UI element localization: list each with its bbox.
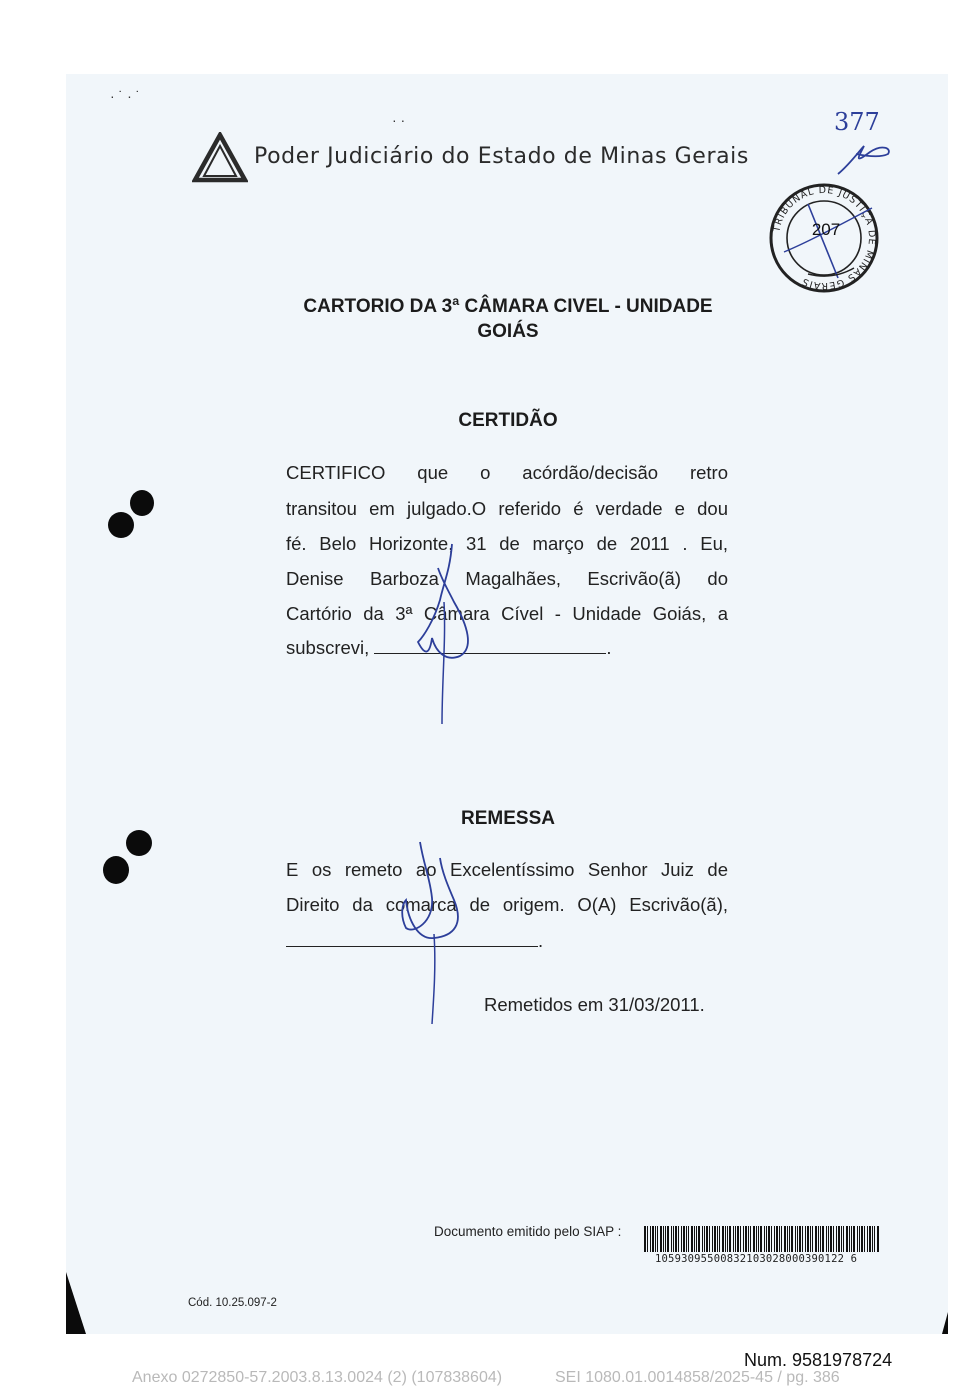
barcode-bar — [826, 1226, 827, 1252]
scan-shadow — [66, 1272, 88, 1334]
barcode-bar — [874, 1226, 875, 1252]
barcode-bar — [691, 1226, 693, 1252]
barcode-bar — [704, 1226, 705, 1252]
barcode-bar — [750, 1226, 751, 1252]
remetidos-date: Remetidos em 31/03/2011. — [484, 994, 705, 1015]
barcode-bar — [828, 1226, 829, 1252]
barcode-bar — [760, 1226, 762, 1252]
barcode-bar — [812, 1226, 813, 1252]
barcode-bar — [688, 1226, 689, 1252]
barcode-bar — [867, 1226, 868, 1252]
barcode-bar — [802, 1226, 803, 1252]
barcode-bar — [766, 1226, 767, 1252]
barcode-bar — [815, 1226, 817, 1252]
barcode-bar — [776, 1226, 778, 1252]
certidao-line: transitou em julgado.O referido é verdade e dou — [286, 498, 728, 519]
barcode-bar — [833, 1226, 834, 1252]
barcode-bar — [673, 1226, 674, 1252]
siap-label: Documento emitido pelo SIAP : — [434, 1224, 622, 1239]
office-heading — [240, 294, 776, 344]
handwritten-signature — [390, 540, 490, 730]
barcode-bar — [650, 1226, 651, 1252]
certidao-line: Cartório da 3ª Câmara Cível - Unidade Goiás, a — [286, 603, 728, 624]
barcode-bar — [795, 1226, 796, 1252]
barcode-bar — [851, 1226, 852, 1252]
punch-hole — [108, 512, 134, 538]
judiciary-triangle-logo — [192, 132, 248, 184]
barcode-bar — [665, 1226, 666, 1252]
barcode-bar — [869, 1226, 871, 1252]
scan-artifact: · ˙ · ˙ — [110, 88, 141, 104]
barcode-bar — [745, 1226, 747, 1252]
office-line-2: GOIÁS — [477, 321, 539, 342]
barcode-bar — [753, 1226, 755, 1252]
barcode-bar — [678, 1226, 679, 1252]
barcode-bar — [717, 1226, 718, 1252]
remessa-line: E os remeto ao Excelentíssimo Senhor Juiz de — [286, 859, 728, 880]
footer-annex: Anexo 0272850-57.2003.8.13.0024 (2) (107838604) — [132, 1369, 503, 1386]
barcode-bar — [805, 1226, 806, 1252]
barcode-bar — [857, 1226, 858, 1252]
barcode-bar — [748, 1226, 749, 1252]
barcode-bar — [758, 1226, 759, 1252]
punch-hole — [126, 830, 152, 856]
barcode-bar — [830, 1226, 832, 1252]
barcode-bar — [740, 1226, 741, 1252]
barcode-bar — [667, 1226, 669, 1252]
barcode-bar — [864, 1226, 865, 1252]
punch-hole — [130, 490, 154, 516]
barcode-bar — [820, 1226, 821, 1252]
subscrevi-label: subscrevi, — [286, 637, 370, 658]
barcode-bar — [733, 1226, 734, 1252]
barcode-bar — [729, 1226, 731, 1252]
seal-text: TRIBUNAL DE JUSTIÇA DE MINAS GERAIS — [771, 184, 878, 292]
end-mark: . — [538, 930, 544, 951]
barcode-bar — [652, 1226, 654, 1252]
barcode-bar — [694, 1226, 695, 1252]
barcode-bar — [841, 1226, 842, 1252]
barcode-bar — [735, 1226, 736, 1252]
barcode-bar — [784, 1226, 786, 1252]
barcode-bar — [789, 1226, 790, 1252]
certidao-line: Denise Barboza Magalhães, Escrivão(ã) do — [286, 568, 728, 589]
barcode-bar — [709, 1226, 710, 1252]
barcode-bar — [797, 1226, 798, 1252]
barcode-bar — [768, 1226, 770, 1252]
certidao-line: fé. Belo Horizonte, 31 de março de 2011 . Eu, — [286, 533, 728, 554]
barcode-bar — [671, 1226, 672, 1252]
barcode-bar — [849, 1226, 850, 1252]
barcode-bar — [756, 1226, 757, 1252]
form-code: Cód. 10.25.097-2 — [188, 1297, 277, 1309]
barcode-bar — [818, 1226, 819, 1252]
seal-page-number: 207 — [811, 220, 841, 239]
barcode-bar — [787, 1226, 788, 1252]
barcode-bar — [655, 1226, 656, 1252]
handwritten-initials — [830, 138, 900, 178]
remessa-signature-line — [286, 930, 728, 952]
end-mark: . — [606, 637, 612, 658]
barcode-bar — [781, 1226, 782, 1252]
footer-sei: SEI 1080.01.0014858/2025-45 / pg. 386 — [555, 1369, 840, 1386]
punch-hole — [103, 856, 129, 884]
barcode-bar — [843, 1226, 844, 1252]
remessa-title: REMESSA — [461, 808, 555, 829]
barcode-bar — [683, 1226, 685, 1252]
barcode-bar — [725, 1226, 726, 1252]
barcode-bar — [799, 1226, 801, 1252]
barcode-bar — [872, 1226, 873, 1252]
barcode-bar — [861, 1226, 863, 1252]
barcode-bar — [712, 1226, 713, 1252]
barcode-bar — [657, 1226, 658, 1252]
certidao-signature-line — [286, 637, 728, 659]
office-line-1: CARTORIO DA 3ª CÂMARA CIVEL - UNIDADE — [303, 296, 713, 317]
barcode-bar — [644, 1226, 646, 1252]
barcode-bar — [681, 1226, 682, 1252]
barcode-bar — [719, 1226, 720, 1252]
barcode-bar — [706, 1226, 708, 1252]
barcode-bar — [836, 1226, 837, 1252]
barcode-bar — [779, 1226, 780, 1252]
barcode-bar — [647, 1226, 648, 1252]
barcode-bar — [822, 1226, 824, 1252]
barcode-bar — [686, 1226, 687, 1252]
barcode-bar — [807, 1226, 809, 1252]
barcode-bar — [774, 1226, 775, 1252]
barcode-bar — [737, 1226, 739, 1252]
certidao-line: CERTIFICO que o acórdão/decisão retro — [286, 462, 728, 483]
barcode-bar — [698, 1226, 700, 1252]
barcode-bar — [810, 1226, 811, 1252]
barcode-bar — [727, 1226, 728, 1252]
stamp-number: Num. 9581978724 — [744, 1350, 893, 1370]
barcode-bar — [714, 1226, 716, 1252]
certidao-title: CERTIDÃO — [458, 410, 558, 431]
barcode-bar — [846, 1226, 848, 1252]
scan-shadow — [940, 1312, 948, 1334]
scan-artifact: · · — [392, 112, 406, 128]
barcode-bar — [771, 1226, 772, 1252]
barcode-bar — [838, 1226, 840, 1252]
handwritten-page-number: 377 — [834, 108, 880, 136]
handwritten-signature — [384, 838, 484, 1028]
barcode-number: 10593095500832103028000390122 6 — [655, 1253, 858, 1265]
barcode-bar — [853, 1226, 855, 1252]
barcode-bar — [877, 1226, 879, 1252]
institution-title: Poder Judiciário do Estado de Minas Gerais — [254, 144, 749, 169]
barcode-bar — [702, 1226, 703, 1252]
barcode-bar — [791, 1226, 793, 1252]
barcode-bar — [743, 1226, 744, 1252]
barcode-bar — [722, 1226, 724, 1252]
barcode-bar — [660, 1226, 662, 1252]
remessa-line: Direito da comarca de origem. O(A) Escrivão(ã), — [286, 894, 728, 915]
barcode-bar — [696, 1226, 697, 1252]
barcode-bar — [663, 1226, 664, 1252]
barcode-bar — [859, 1226, 860, 1252]
barcode-bar — [675, 1226, 677, 1252]
barcode — [644, 1226, 880, 1252]
barcode-bar — [764, 1226, 765, 1252]
